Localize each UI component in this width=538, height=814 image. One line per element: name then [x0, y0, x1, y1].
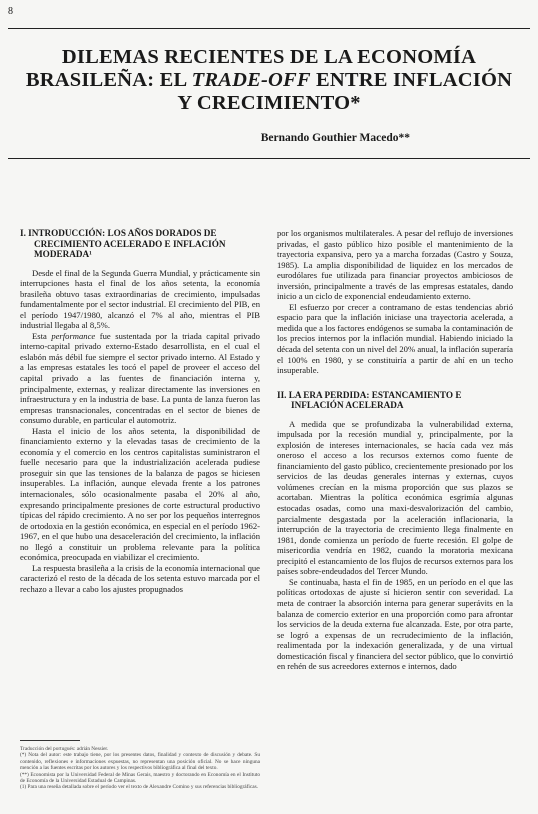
title-line-2-italic: TRADE-OFF: [191, 69, 311, 91]
paragraph: [20, 331, 260, 426]
footnote: (**) Economista por la Universidad Federal de Minas Gerais, maestro y doctorando en Economía en el Instituto de Economía de la Universidad Estadual de Campinas.: [20, 771, 260, 785]
article-title: [0, 46, 538, 115]
footnote: (1) Para una reseña detallada sobre el período ver el texto de Alexandre Comino y sus referencias bibliográficas.: [20, 784, 258, 791]
paragraph-body: fue sustentada por la triada capital privado interno-capital privado externo-Estado desarrollista, en el cual el eslabón más débil fue siempre el sector privado interno. Al Estado y a las empresas estatales les tocó el papel de proveer el acceso del capital privado a las fuentes de financiación interna y, principalmente, externas, y realizar directamente las inversiones en infraestructura y en la industria de base. La punta de lanza fueron las empresas transnacionales, concentradas en el sector de bienes de consumo durable, en particular el automotriz.: [20, 330, 260, 426]
footnote-rule: [20, 740, 80, 741]
title-line-1: DILEMAS RECIENTES DE LA ECONOMÍA: [61, 46, 477, 68]
author-rule: [8, 158, 530, 159]
footnote: Traducción del portugués: adrián Nessier.: [20, 746, 109, 752]
author-name: Bernando Gouthier Macedo**: [260, 132, 410, 144]
left-column: [20, 228, 260, 594]
title-line-3: Y CRECIMIENTO*: [177, 92, 361, 114]
footnote: (*) Nota del autor: este trabajo tiene, por los presentes datos, finalidad y contexto de discusión y debate. Su contenido, reflexiones e informaciones expuestas, no representan una posición oficial. No se hace ninguna mención a las fuentes escritas por los autores y los respectivos bibliográfica al final del texto.: [20, 752, 260, 772]
section-1-heading: I. INTRODUCCIÓN: LOS AÑOS DORADOS DE CRECIMIENTO ACELERADO E INFLACIÓN MODERADA¹: [20, 228, 226, 259]
paragraph: La respuesta brasileña a la crisis de la economía internacional que caracterizó el resto de la década de los setenta estuvo marcada por el rechazo a llevar a cabo los ajustes propugnados: [20, 562, 260, 594]
italic-term: performance: [51, 330, 96, 341]
section-2-heading: II. LA ERA PERDIDA: ESTANCAMIENTO E INFLACIÓN ACELERADA: [277, 389, 462, 411]
title-line-2-a: BRASILEÑA: EL: [25, 69, 192, 91]
title-line-2: [0, 69, 538, 92]
paragraph: por los organismos multilaterales. A pesar del reflujo de inversiones privadas, el gasto público hizo posible el mantenimiento de la trayectoria expansiva, pero ya a marcha forzadas (Castro y Souza, 1985). La amplia disponibilidad de liquidez en los mercados de eurodólares fue utilizada para financiar proyectos ambiciosos de inversión, principalmente a través de las empresas estatales, dando inicio a un ciclo de exponencial endeudamiento externo.: [277, 228, 513, 302]
right-column: [277, 228, 513, 672]
page-number: 8: [8, 6, 13, 17]
paragraph-lead: Esta: [32, 330, 52, 341]
paragraph: Se continuaba, hasta el fin de 1985, en un período en el que las políticas ortodoxas de ajuste sí hicieron sentir con severidad. La meta de contraer la absorción interna para generar superávits en la balanza de comercio exterior en una proporción como para afrontar los servicios de la deuda externa fue alcanzada. Este, por otra parte, se logró a expensas de un recrudecimiento de la inflación, realimentada por la indexación generalizada, y de una virtual domesticación fiscal y financiera del sector público, que lo convirtió en rehén de sus acreedores externos e internos, dado: [277, 576, 513, 672]
footnotes: [20, 746, 260, 791]
paragraph: El esfuerzo por crecer a contramano de estas tendencias abrió espacio para que la inflación iniciase una trayectoria acelerada, a medida que a los factores endógenos se sumaba la contaminación de los precios internos por la inflación mundial. Habiendo iniciado la década del setenta con un nivel del 20% anual, la inflación superaría el 100% en 1980, y se constituiría a partir de ahí en un techo insuperable.: [277, 301, 513, 376]
paragraph: Desde el final de la Segunda Guerra Mundial, y prácticamente sin interrupciones hasta el final de los años setenta, la economía brasileña obtuvo tasas extraordinarias de crecimiento, impulsadas fundamentalmente por el sector industrial. El crecimiento del PIB, en el período 1947/1980, alcanzó el 7% al año, mientras el PIB industrial llegaba al 8,5%.: [20, 267, 260, 331]
title-line-2-c: ENTRE INFLACIÓN: [310, 69, 513, 91]
paragraph: Hasta el inicio de los años setenta, la disponibilidad de financiamiento externo y la elevadas tasas de crecimiento de la economía y el comercio en los centros capitalistas suministraron el fuelle necesario para que la industrialización acelerada pudiese proseguir sin que las tensiones de la balanza de pagos se hiciesen insuperables. La inflación, aunque elevada frente a los patrones internacionales, sólo ocasionalmente pasaba el 20% al año, expresando principalmente presiones de corte estructural productivo típicas del rápido crecimiento. A no ser por los pequeños interregnos de ortodoxia en la gestión económica, en especial en el período 1962-1967, en el que hubo una desaceleración del crecimiento, la inflación no llegó a constituir un problema relevante para la política económica, preocupada en viabilizar el crecimiento.: [20, 425, 260, 563]
paragraph: A medida que se profundizaba la vulnerabilidad externa, impulsada por la recesión mundial y, principalmente, por la explosión de intereses internacionales, se hacía cada vez más oneroso el acceso a los recursos externos como fuente de financiamiento del gasto público, crecientemente presionado por los servicios de las deudas generales internas y externas, cuyos volúmenes crecían en la misma proporción que sus plazos se acortaban. Mientras la política económica esgrimía algunas estocadas osadas, como una maxi-desvalorización del cambio, parcialmente desgastada por la aceleración inflacionaria, la interrupción de la trayectoria de crecimiento llega finalmente en 1981, donde comienza un período de fuerte recesión. El golpe de misericordia vendría en 1982, cuando la moratoria mexicana precipitó el estancamiento de los flujos de recursos externos para los países sobre-endeudados del Tercer Mundo.: [277, 418, 513, 577]
top-rule: [8, 28, 530, 29]
